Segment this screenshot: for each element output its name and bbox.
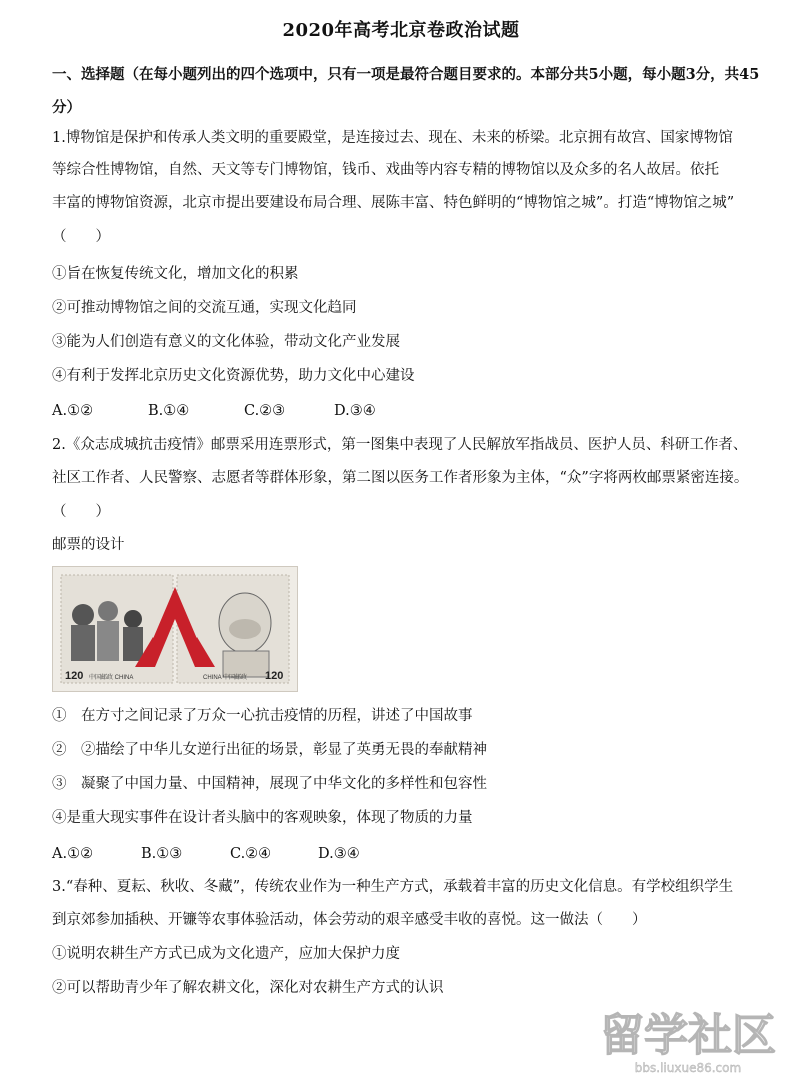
page-title: 2020年高考北京卷政治试题 <box>282 20 520 41</box>
q1-choice-d: D.③④ <box>334 403 376 419</box>
q2-stem-line-2: 社区工作者、人民警察、志愿者等群体形象，第二图以医务工作者形象为主体，“众”字将两枚邮票紧密连接。 <box>52 470 749 486</box>
q2-choice-b: B.①③ <box>141 846 183 862</box>
stamp-illustration <box>53 567 297 691</box>
stamp-label-right: CHINA 中国邮政 <box>203 675 248 681</box>
stamp-value-left: 120 <box>65 670 84 682</box>
q2-choice-c: C.②④ <box>230 846 272 862</box>
q1-option-3: ③能为人们创造有意义的文化体验，带动文化产业发展 <box>52 334 400 350</box>
q2-choice-d: D.③④ <box>318 846 360 862</box>
q1-stem-line-3: 丰富的博物馆资源，北京市提出要建设布局合理、展陈丰富、特色鲜明的“博物馆之城”。打造“博物馆之城” <box>52 195 735 211</box>
watermark-url: bbs.liuxue86.com <box>634 1061 742 1075</box>
stamp-image <box>52 566 298 692</box>
q3-option-1: ①说明农耕生产方式已成为文化遗产，应加大保护力度 <box>52 946 400 962</box>
q2-option-1: ① 在方寸之间记录了万众一心抗击疫情的历程，讲述了中国故事 <box>52 708 473 724</box>
q2-stem-line-1: 2.《众志成城抗击疫情》邮票采用连票形式，第一图集中表现了人民解放军指战员、医护人员、科研工作者、 <box>52 437 748 453</box>
stamp-value-right: 120 <box>265 670 284 682</box>
q1-choice-b: B.①④ <box>148 403 190 419</box>
q1-choice-a: A.①② <box>52 403 94 419</box>
q3-option-2: ②可以帮助青少年了解农耕文化，深化对农耕生产方式的认识 <box>52 980 444 996</box>
q1-stem-line-1: 1.博物馆是保护和传承人类文明的重要殿堂，是连接过去、现在、未来的桥梁。北京拥有故宫、国家博物馆 <box>52 130 733 146</box>
q2-option-2: ② ②描绘了中华儿女逆行出征的场景，彰显了英勇无畏的奉献精神 <box>52 742 487 758</box>
q3-stem-line-1: 3.“春种、夏耘、秋收、冬藏”，传统农业作为一种生产方式，承载着丰富的历史文化信息。有学校组织学生 <box>52 879 734 895</box>
watermark-logo <box>588 998 788 1080</box>
q1-answer-blank: （ ） <box>52 229 110 245</box>
q1-choice-c: C.②③ <box>244 403 286 419</box>
q1-choices <box>52 401 376 421</box>
q1-option-1: ①旨在恢复传统文化，增加文化的积累 <box>52 266 299 282</box>
q2-option-4: ④是重大现实事件在设计者头脑中的客观映象，体现了物质的力量 <box>52 810 473 826</box>
q2-choice-a: A.①② <box>52 846 94 862</box>
q1-stem-line-2: 等综合性博物馆，自然、天文等专门博物馆，钱币、戏曲等内容专精的博物馆以及众多的名人故居。依托 <box>52 162 719 178</box>
q2-answer-blank: （ ） <box>52 504 110 520</box>
q2-stem-line-3: 邮票的设计 <box>52 537 125 553</box>
q2-option-3: ③ 凝聚了中国力量、中国精神，展现了中华文化的多样性和包容性 <box>52 776 487 792</box>
stamp-label-left: 中国邮政 CHINA <box>89 675 134 681</box>
q3-stem-line-2: 到京郊参加插秧、开镰等农事体验活动，体会劳动的艰辛感受丰收的喜悦。这一做法（ ） <box>52 912 647 928</box>
q1-option-2: ②可推动博物馆之间的交流互通，实现文化趋同 <box>52 300 357 316</box>
q2-choices <box>52 844 360 864</box>
watermark-text: 留学社区 <box>600 1010 776 1061</box>
section-heading: 一、选择题（在每小题列出的四个选项中，只有一项是最符合题目要求的。本部分共5小题，每小题3分，共45分） <box>52 66 760 116</box>
q1-option-4: ④有利于发挥北京历史文化资源优势，助力文化中心建设 <box>52 368 415 384</box>
